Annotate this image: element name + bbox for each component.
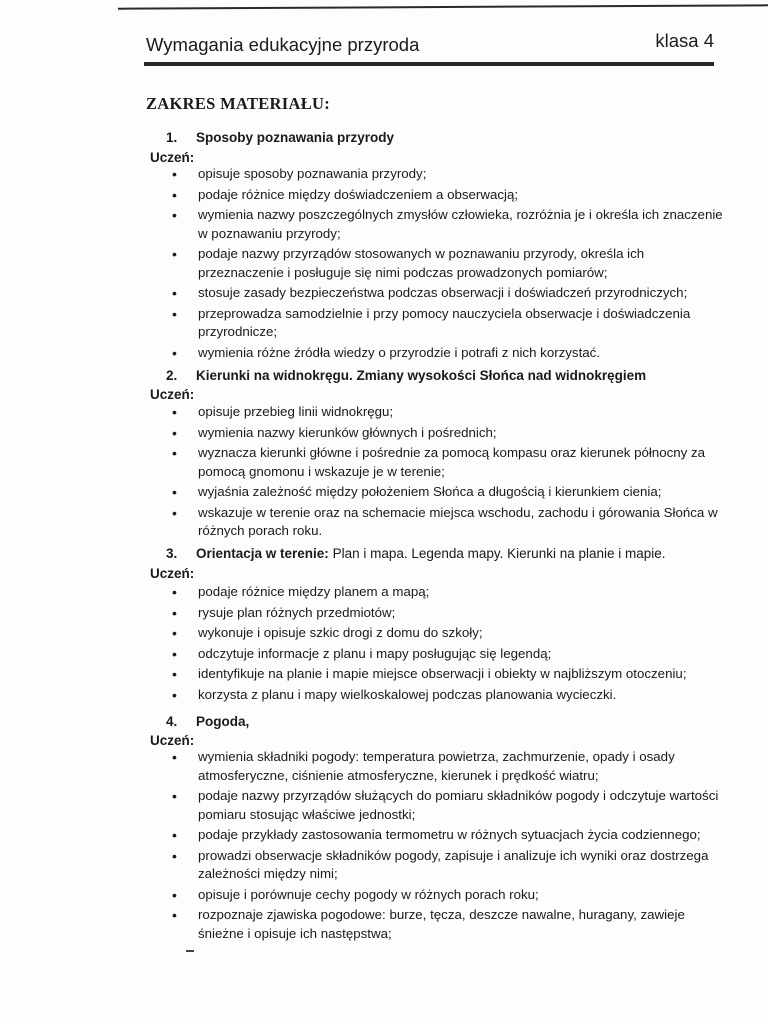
list-item: • wyjaśnia zależność między położeniem Słońca a długością i kierunkiem cienia; — [0, 483, 768, 502]
requirements-list — [0, 583, 768, 706]
section-heading-bold: Pogoda, — [196, 714, 250, 729]
student-label: Uczeń: — [150, 150, 195, 165]
requirements-list — [0, 403, 768, 543]
requirements-list — [0, 748, 768, 945]
list-item: • wykonuje i opisuje szkic drogi z domu do szkoły; — [0, 624, 768, 643]
section-heading-rest: Plan i mapa. Legenda mapy. Kierunki na planie i mapie. — [328, 546, 666, 561]
section-number: 2. — [166, 368, 178, 383]
list-item: • przeprowadza samodzielnie i przy pomocy nauczyciela obserwacje i doświadczenia przyrodnicze; — [0, 305, 768, 342]
list-item: • wyznacza kierunki główne i pośrednie za pomocą kompasu oraz kierunek północny za pomocą gnomonu i wskazuje je w terenie; — [0, 444, 768, 481]
section-heading-bold: Sposoby poznawania przyrody — [196, 130, 395, 145]
list-item: • podaje nazwy przyrządów służących do pomiaru składników pogody i odczytuje wartości pomiaru stosując właściwe jednostki; — [0, 787, 768, 824]
section-number: 1. — [166, 130, 178, 145]
list-item: • wymienia różne źródła wiedzy o przyrodzie i potrafi z nich korzystać. — [0, 344, 768, 363]
list-item: • opisuje i porównuje cechy pogody w różnych porach roku; — [0, 886, 768, 905]
section-heading — [166, 368, 646, 383]
list-item: • prowadzi obserwacje składników pogody, zapisuje i analizuje ich wyniki oraz dostrzega zależności między nimi; — [0, 847, 768, 884]
list-item: • odczytuje informacje z planu i mapy posługując się legendą; — [0, 645, 768, 664]
list-item: • podaje różnice między doświadczeniem a obserwacją; — [0, 186, 768, 205]
header-class-label: klasa 4 — [655, 30, 714, 51]
list-item: • korzysta z planu i mapy wielkoskalowej podczas planowania wycieczki. — [0, 686, 768, 705]
student-label: Uczeń: — [150, 733, 195, 748]
section-heading — [166, 546, 666, 561]
list-item: • identyfikuje na planie i mapie miejsce obserwacji i obiekty w najbliższym otoczeniu; — [0, 665, 768, 684]
list-item: • opisuje przebieg linii widnokręgu; — [0, 403, 768, 422]
section-heading-bold: Orientacja w terenie: — [196, 546, 329, 561]
list-item: • stosuje zasady bezpieczeństwa podczas obserwacji i doświadczeń przyrodniczych; — [0, 284, 768, 303]
section-heading — [166, 714, 249, 729]
section-number: 4. — [166, 714, 178, 729]
section-number: 3. — [166, 546, 178, 561]
list-item: • wymienia nazwy poszczególnych zmysłów człowieka, rozróżnia je i określa ich znaczenie w poznawaniu przyrody; — [0, 206, 768, 243]
student-label: Uczeń: — [150, 387, 195, 402]
list-item: • rozpoznaje zjawiska pogodowe: burze, tęcza, deszcze nawalne, huragany, zawieje śnieżne i opisuje ich następstwa; — [0, 906, 768, 943]
list-item: • podaje różnice między planem a mapą; — [0, 583, 768, 602]
list-item: • wymienia składniki pogody: temperatura powietrza, zachmurzenie, opady i osady atmosferyczne, ciśnienie atmosferyczne, kierunek i prędkość wiatru; — [0, 748, 768, 785]
list-item: • opisuje sposoby poznawania przyrody; — [0, 165, 768, 184]
list-item: • wymienia nazwy kierunków głównych i pośrednich; — [0, 424, 768, 443]
section-heading — [166, 130, 394, 145]
student-label: Uczeń: — [150, 566, 195, 581]
list-item: • podaje nazwy przyrządów stosowanych w poznawaniu przyrody, określa ich przeznaczenie i posługuje się nimi podczas prowadzonych pomiarów; — [0, 245, 768, 282]
section-heading-bold: Kierunki na widnokręgu. Zmiany wysokości Słońca nad widnokręgiem — [196, 368, 647, 383]
list-item: • wskazuje w terenie oraz na schemacie miejsca wschodu, zachodu i górowania Słońca w różnych porach roku. — [0, 504, 768, 541]
list-item: • rysuje plan różnych przedmiotów; — [0, 604, 768, 623]
section-title: ZAKRES MATERIAŁU: — [146, 94, 331, 113]
header-title: Wymagania edukacyjne przyroda — [146, 34, 420, 55]
requirements-list — [0, 165, 768, 364]
page-mark — [186, 950, 194, 952]
list-item: • podaje przykłady zastosowania termometru w różnych sytuacjach życia codziennego; — [0, 826, 768, 845]
